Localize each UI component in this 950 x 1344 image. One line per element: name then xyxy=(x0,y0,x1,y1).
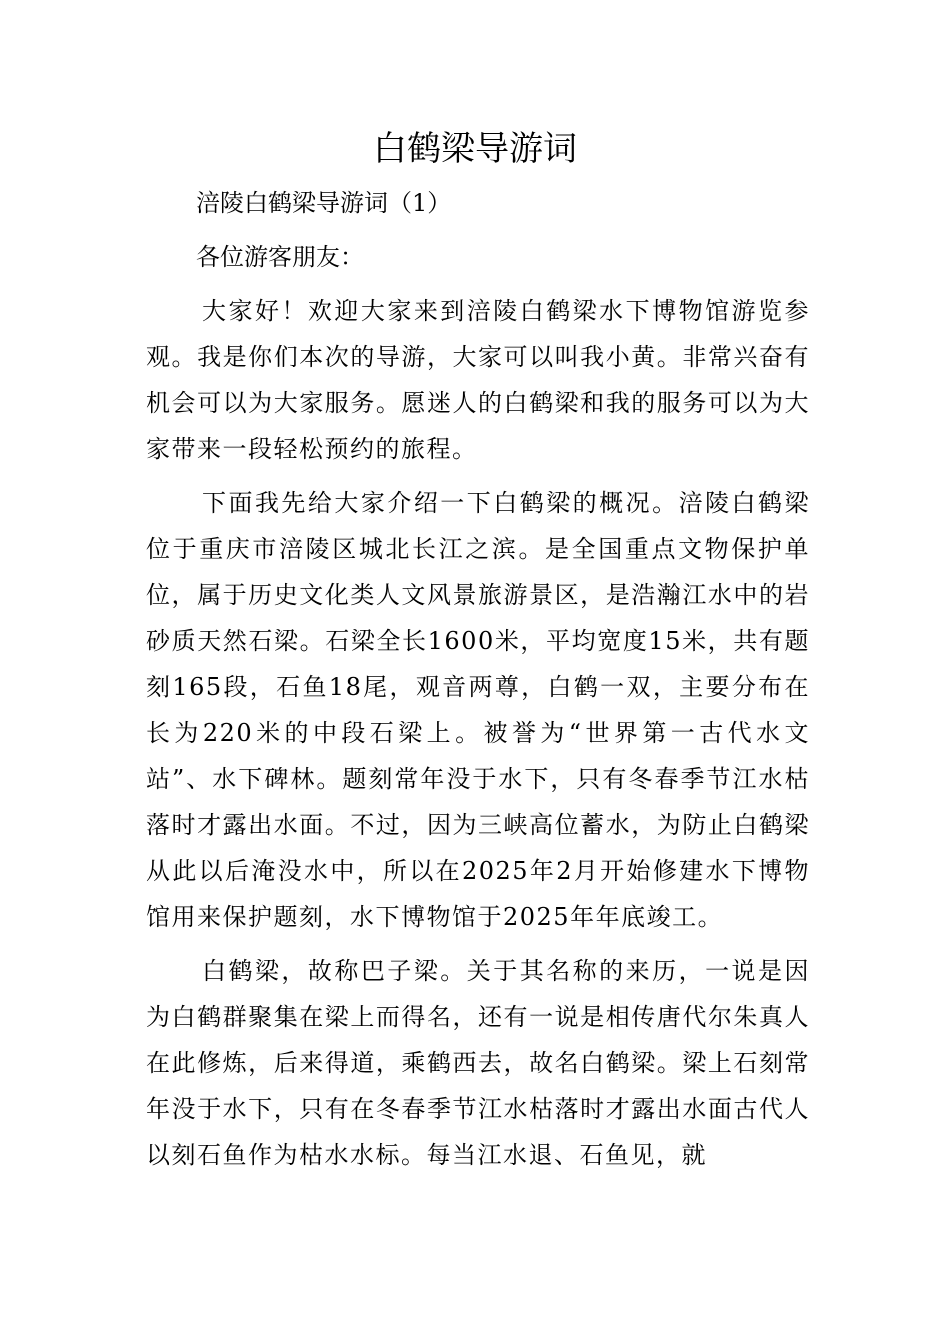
document-body xyxy=(146,180,810,1186)
paragraph-name-origin: 白鹤梁，故称巴子梁。关于其名称的来历，一说是因为白鹤群聚集在梁上而得名，还有一说是相传唐代尔朱真人在此修炼，后来得道，乘鹤西去，故名白鹤梁。梁上石刻常年没于水下，只有在冬春季节江水枯落时才露出水面古代人以刻石鱼作为枯水水标。每当江水退、石鱼见，就 xyxy=(146,957,810,1169)
document-subtitle: 涪陵白鹤梁导游词（1） xyxy=(196,189,452,217)
paragraph-overview: 下面我先给大家介绍一下白鹤梁的概况。涪陵白鹤梁位于重庆市涪陵区城北长江之滨。是全国重点文物保护单位，属于历史文化类人文风景旅游景区，是浩瀚江水中的岩砂质天然石梁。石梁全长1600米，平均宽度15米，共有题刻165段，石鱼18尾，观音两尊，白鹤一双，主要分布在长为220米的中段石梁上。被誉为“世界第一古代水文站”、水下碑林。题刻常年没于水下，只有冬春季节江水枯落时才露出水面。不过，因为三峡高位蓄水，为防止白鹤梁从此以后淹没水中，所以在2025年2月开始修建水下博物馆用来保护题刻，水下博物馆于2025年年底竣工。 xyxy=(146,489,810,931)
greeting-line: 各位游客朋友： xyxy=(196,243,364,271)
document-title: 白鹤梁导游词 xyxy=(373,129,577,169)
paragraph-welcome: 大家好！欢迎大家来到涪陵白鹤梁水下博物馆游览参观。我是你们本次的导游，大家可以叫我小黄。非常兴奋有机会可以为大家服务。愿迷人的白鹤梁和我的服务可以为大家带来一段轻松预约的旅程。 xyxy=(146,297,810,463)
